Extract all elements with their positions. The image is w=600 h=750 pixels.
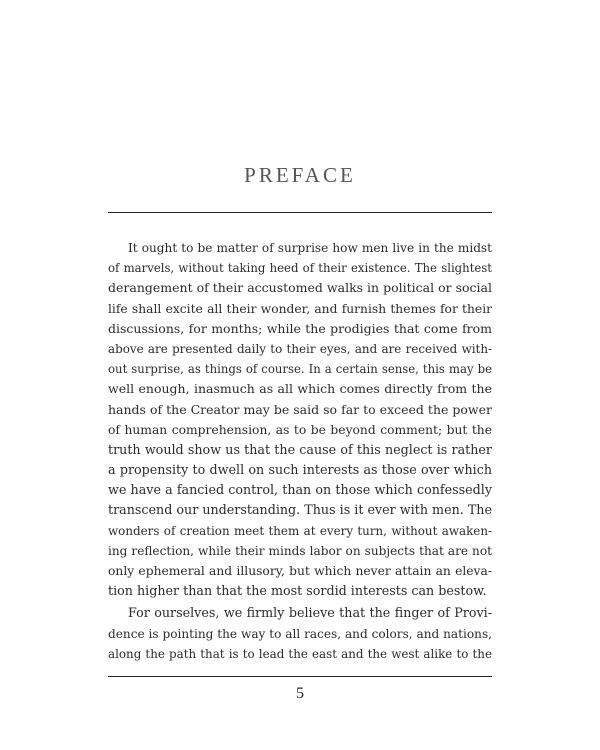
text-line: It ought to be matter of surprise how men live in the midst xyxy=(128,241,492,255)
text-line: wonders of creation meet them at every turn, without awaken- xyxy=(108,523,492,538)
text-line: out surprise, as things of course. In a certain sense, this may be xyxy=(108,362,492,377)
text-line: only ephemeral and illusory, but which never attain an eleva- xyxy=(108,564,492,578)
text-line: tion higher than that the most sordid interests can bestow. xyxy=(108,583,487,599)
text-line: we have a fancied control, than on those which confessedly xyxy=(108,482,492,498)
page-number: 5 xyxy=(296,685,304,702)
text-line: of human comprehension, as to be beyond comment; but the xyxy=(108,422,492,437)
text-line: For ourselves, we firmly believe that the finger of Provi- xyxy=(128,605,492,621)
text-line: transcend our understanding. Thus is it ever with men. The xyxy=(108,502,492,518)
text-line: dence is pointing the way to all races, and colors, and nations, xyxy=(108,626,492,641)
page-title: PREFACE xyxy=(244,163,356,187)
text-line: of marvels, without taking heed of their existence. The slightest xyxy=(108,261,492,276)
text-line: well enough, inasmuch as all which comes directly from the xyxy=(108,381,492,397)
text-line: truth would show us that the cause of this neglect is rather xyxy=(108,441,492,457)
text-line: above are presented daily to their eyes, and are received with- xyxy=(108,341,492,356)
text-line: life shall excite all their wonder, and furnish themes for their xyxy=(108,301,492,316)
body-text xyxy=(108,238,492,664)
text-line: derangement of their accustomed walks in political or social xyxy=(108,280,492,296)
text-line: a propensity to dwell on such interests as those over which xyxy=(108,462,492,478)
text-line: hands of the Creator may be said so far to exceed the power xyxy=(108,401,492,417)
text-line: ing reflection, while their minds labor on subjects that are not xyxy=(108,543,492,558)
footer-divider xyxy=(108,676,492,677)
text-line: discussions, for months; while the prodigies that come from xyxy=(108,320,492,336)
text-line: along the path that is to lead the east and the west alike to the xyxy=(108,646,492,661)
title-divider xyxy=(108,212,492,213)
